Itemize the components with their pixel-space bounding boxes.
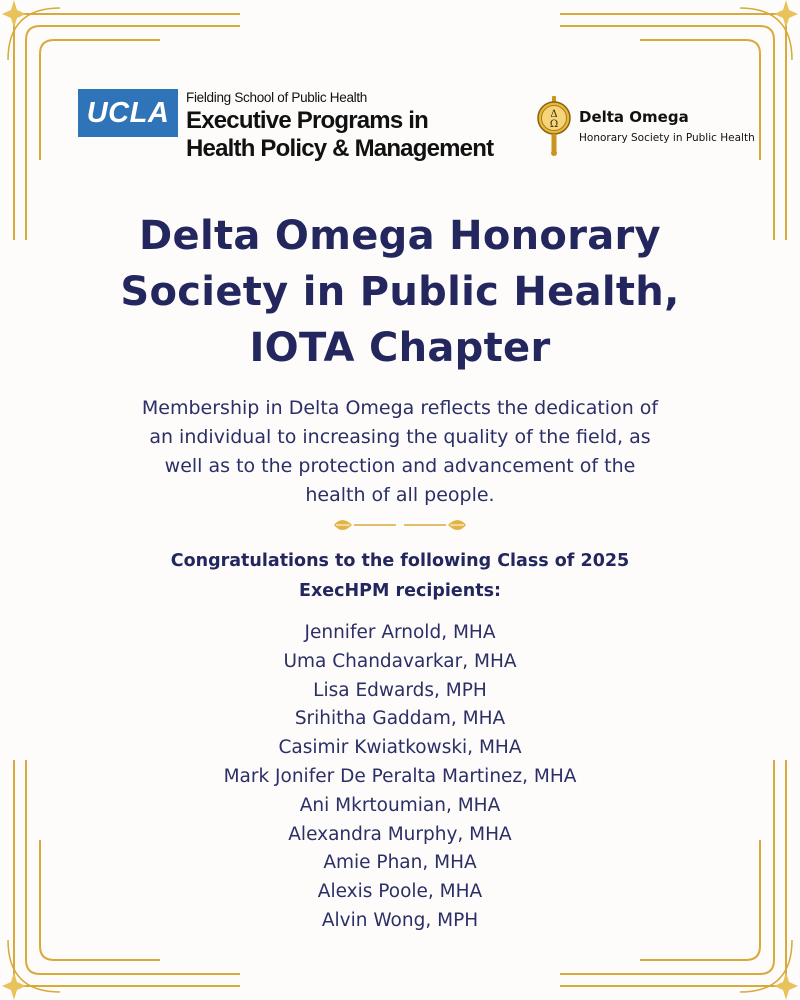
description-paragraph [0, 394, 800, 510]
recipient-item: Casimir Kwiatkowski, MHA [278, 737, 522, 759]
ucla-program-line-1: Executive Programs in [186, 106, 428, 134]
delta-omega-text [579, 108, 755, 144]
recipients-list [0, 619, 800, 936]
title-line-3: IOTA Chapter [249, 325, 551, 371]
recipient-item: Ani Mkrtoumian, MHA [299, 794, 501, 816]
title-line-2: Society in Public Health, [120, 269, 680, 315]
recipient-item: Mark Jonifer De Peralta Martinez, MHA [223, 765, 577, 787]
ucla-program-line-2: Health Policy & Management [186, 134, 494, 162]
delta-omega-name: Delta Omega [579, 108, 689, 126]
ucla-school-name: Fielding School of Public Health [186, 90, 368, 105]
title-line-1: Delta Omega Honorary [139, 213, 661, 259]
ucla-program-text [186, 89, 493, 161]
emblem-letter-delta: Δ [550, 109, 558, 120]
description-line-3: well as to the protection and advancement of the [164, 455, 636, 477]
recipient-item: Jennifer Arnold, MHA [304, 622, 496, 643]
leaf-divider-icon [330, 513, 470, 537]
delta-omega-subtitle: Honorary Society in Public Health [579, 132, 755, 144]
recipient-item: Alexis Poole, MHA [317, 881, 483, 903]
delta-omega-logo [535, 96, 755, 156]
congrats-line-1: Congratulations to the following Class of 2025 [170, 551, 630, 571]
recipient-item: Alexandra Murphy, MHA [288, 823, 512, 845]
emblem-letter-omega: Ω [549, 119, 559, 130]
key-emblem-icon [535, 96, 573, 156]
recipient-item: Srihitha Gaddam, MHA [294, 708, 506, 730]
ucla-logo [78, 89, 493, 161]
recipient-item: Uma Chandavarkar, MHA [283, 650, 517, 672]
description-line-1: Membership in Delta Omega reflects the dedication of [141, 397, 659, 419]
congrats-heading [0, 546, 800, 606]
ucla-badge: UCLA [78, 89, 178, 137]
recipient-item: Lisa Edwards, MPH [313, 679, 487, 701]
recipient-item: Alvin Wong, MPH [321, 909, 479, 931]
recipient-item: Amie Phan, MHA [323, 852, 477, 874]
description-line-4: health of all people. [305, 484, 495, 506]
congrats-line-2: ExecHPM recipients: [299, 581, 501, 601]
page-title [0, 208, 800, 376]
description-line-2: an individual to increasing the quality of the field, as [149, 426, 651, 448]
